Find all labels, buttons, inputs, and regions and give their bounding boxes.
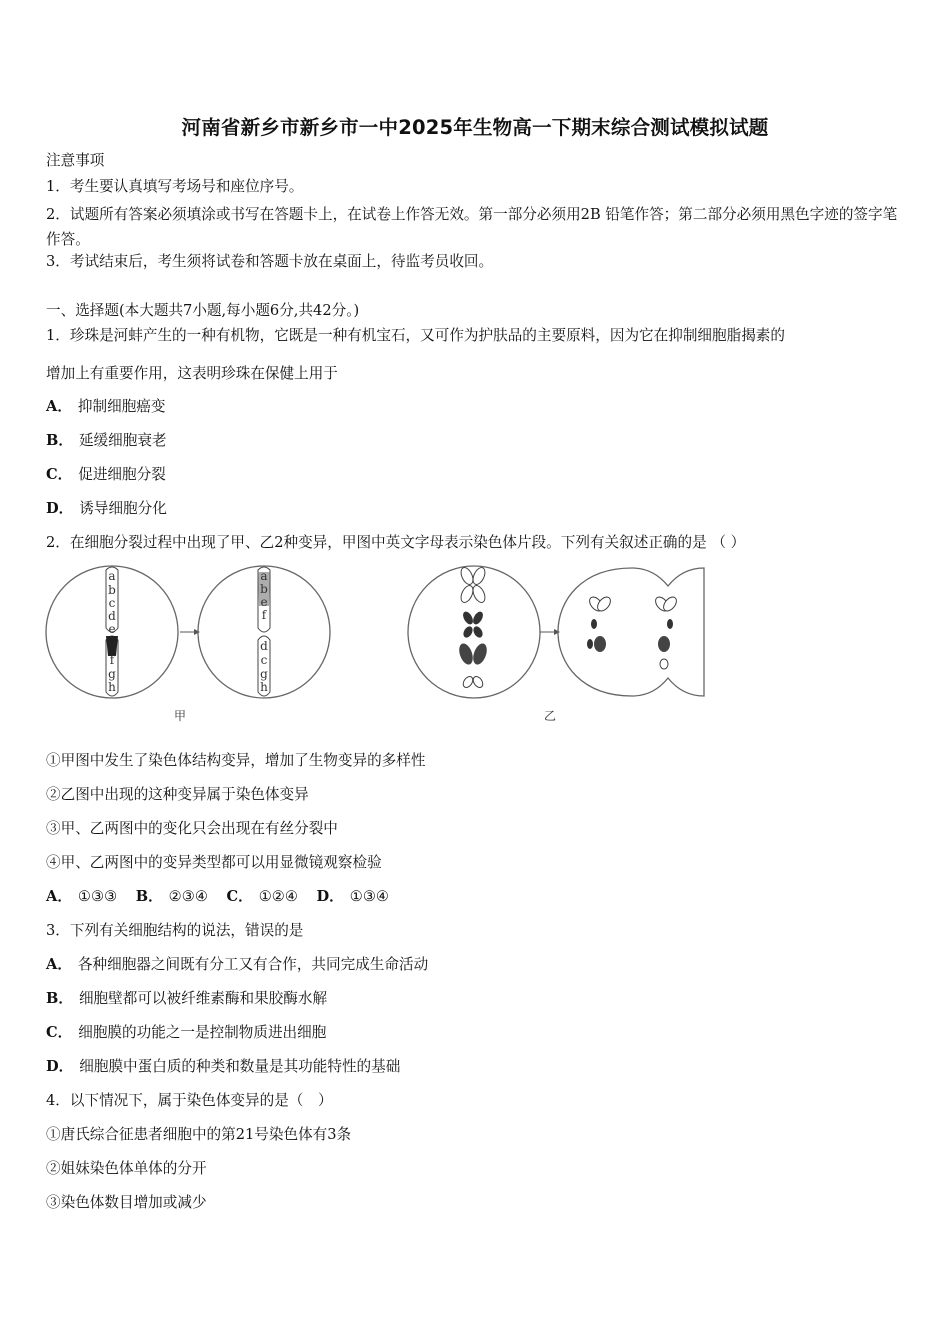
choice-label: D．	[316, 888, 344, 905]
segment-label: b	[260, 582, 268, 596]
option-label: C．	[46, 1024, 73, 1041]
q2-statement-4: ④甲、乙两图中的变异类型都可以用显微镜观察检验	[46, 854, 382, 871]
option-label: D．	[46, 500, 74, 517]
segment-label: h	[108, 680, 116, 694]
segment-label: e	[108, 622, 116, 636]
segment-label: g	[108, 667, 116, 681]
segment-label: f	[109, 653, 115, 667]
q3-option-d	[46, 1057, 400, 1077]
option-text: 诱导细胞分化	[79, 500, 167, 517]
option-text: 细胞膜的功能之一是控制物质进出细胞	[78, 1024, 327, 1041]
notice-item-1: 1．考生要认真填写考场号和座位序号。	[46, 178, 304, 195]
q2-stem: 2．在细胞分裂过程中出现了甲、乙2种变异，甲图中英文字母表示染色体片段。下列有关叙述正确的是 （ ）	[46, 534, 746, 551]
segment-label: e	[260, 595, 268, 609]
figure-label-right: 乙	[543, 709, 557, 723]
q1-option-a	[46, 397, 166, 417]
choice-label: A．	[46, 888, 72, 905]
q3-option-a	[46, 955, 428, 975]
chromosomes-anaphase	[587, 595, 679, 669]
q1-stem-line2: 增加上有重要作用，这表明珍珠在保健上用于	[46, 365, 338, 382]
option-label: A．	[46, 956, 72, 973]
q2-choices	[46, 887, 389, 907]
chromosome-2	[258, 567, 270, 696]
segment-label: d	[108, 609, 116, 623]
chromosome-variation-figure	[42, 560, 712, 730]
q1-stem-line1: 1．珍珠是河蚌产生的一种有机物，它既是一种有机宝石，又可作为护肤品的主要原料，因为它在抑制细胞脂揭素的	[46, 327, 785, 344]
choice-text: ①③③	[77, 888, 118, 905]
q3-option-c	[46, 1023, 326, 1043]
option-text: 细胞壁都可以被纤维素酶和果胶酶水解	[78, 990, 328, 1007]
notice-heading: 注意事项	[46, 152, 105, 169]
q3-stem: 3．下列有关细胞结构的说法，错误的是	[46, 922, 304, 939]
option-label: A．	[46, 398, 72, 415]
option-label: B．	[46, 990, 73, 1007]
segment-label: a	[108, 569, 116, 583]
segment-label: g	[260, 667, 268, 681]
q2-statement-3: ③甲、乙两图中的变化只会出现在有丝分裂中	[46, 820, 338, 837]
q4-stem: 4．以下情况下，属于染色体变异的是（ ）	[46, 1092, 333, 1109]
arrow-head-icon	[554, 629, 560, 635]
notice-item-2: 2．试题所有答案必须填涂或书写在答题卡上，在试卷上作答无效。第一部分必须用2B 铅笔作答；第二部分必须用黑色字迹的签字笔作答。	[46, 206, 898, 248]
option-text: 延缓细胞衰老	[78, 432, 167, 449]
option-label: C．	[46, 466, 73, 483]
q1-option-b	[46, 431, 167, 451]
choice-label: C．	[226, 888, 253, 905]
q2-statement-2: ②乙图中出现的这种变异属于染色体变异	[46, 786, 309, 803]
option-label: B．	[46, 432, 73, 449]
chromosome-1	[106, 567, 118, 696]
option-text: 细胞膜中蛋白质的种类和数量是其功能特性的基础	[79, 1058, 401, 1075]
segment-label: h	[260, 680, 268, 694]
option-text: 促进细胞分裂	[78, 466, 166, 483]
q4-statement-3: ③染色体数目增加或减少	[46, 1194, 207, 1211]
section-heading: 一、选择题(本大题共7小题,每小题6分,共42分。)	[46, 302, 360, 319]
q1-option-c	[46, 465, 166, 485]
q1-option-d	[46, 499, 167, 519]
choice-text: ①③④	[349, 888, 390, 905]
segment-label: b	[108, 583, 116, 597]
segment-label: a	[260, 569, 268, 583]
q4-statement-2: ②姐妹染色体单体的分开	[46, 1160, 207, 1177]
option-text: 抑制细胞癌变	[77, 398, 166, 415]
option-label: D．	[46, 1058, 74, 1075]
page-title: 河南省新乡市新乡市一中2025年生物高一下期末综合测试模拟试题	[181, 116, 769, 139]
segment-label: c	[108, 596, 116, 610]
q3-option-b	[46, 989, 327, 1009]
segment-label: d	[260, 639, 268, 653]
dividing-cell-outline	[558, 568, 704, 696]
figure-label-left: 甲	[173, 709, 187, 723]
arrow-head-icon	[194, 629, 200, 635]
q4-statement-1: ①唐氏综合征患者细胞中的第21号染色体有3条	[46, 1126, 352, 1143]
notice-item-3: 3．考试结束后，考生须将试卷和答题卡放在桌面上，待监考员收回。	[46, 253, 494, 270]
option-text: 各种细胞器之间既有分工又有合作，共同完成生命活动	[77, 956, 429, 973]
segment-label: c	[260, 653, 268, 667]
choice-label: B．	[135, 888, 163, 905]
chromosomes-metaphase	[457, 566, 490, 689]
segment-label: f	[261, 608, 267, 622]
q2-statement-1: ①甲图中发生了染色体结构变异，增加了生物变异的多样性	[46, 752, 426, 769]
choice-text: ①②④	[258, 888, 298, 905]
choice-text: ②③④	[168, 888, 208, 905]
